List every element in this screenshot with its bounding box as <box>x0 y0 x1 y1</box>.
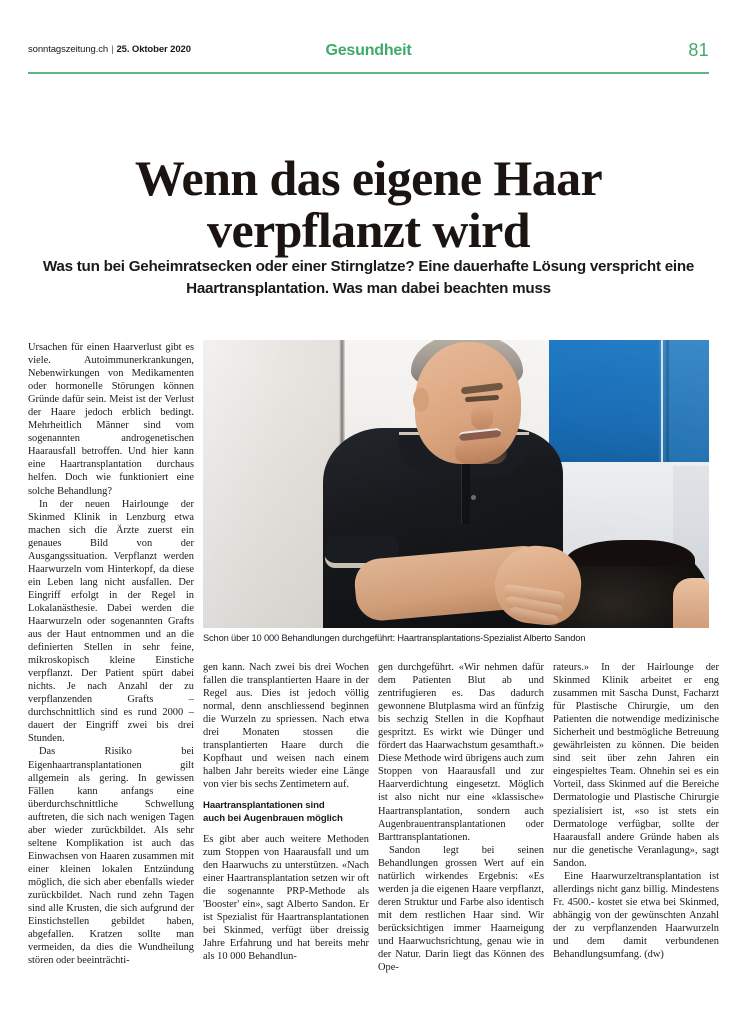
photo-caption: Schon über 10 000 Behandlungen durchgeführt: Haartransplantations-Spezialist Alberto Sandon <box>203 633 586 643</box>
section-title: Gesundheit <box>325 42 412 59</box>
paragraph: Es gibt aber auch weitere Methoden zum Stoppen von Haarausfall und um den Haarwuchs zu unterstützen. «Nach einer Haartransplantation setzen wir oft die sogenannte PRP-Methode als 'Booster' ein», sagt Alberto Sandon. Er ist Spezialist für Haartransplantationen bei Skinmed, verfügt über dreissig Jahre Erfahrung und hat bereits mehr als 10 000 Behandlun- <box>203 833 369 963</box>
publication-date: 25. Oktober 2020 <box>116 44 191 55</box>
section-subheading <box>203 800 369 825</box>
masthead <box>28 40 709 70</box>
subheading-line-2: auch bei Augenbrauen möglich <box>203 813 343 825</box>
body-column-2 <box>203 661 369 1009</box>
paragraph: rateurs.» In der Hairlounge der Skinmed Klinik arbeitet er eng zusammen mit Sascha Dunst, Facharzt für Plastische Chirurgie, um den Patienten die notwendige medizinische Sicherheit und bestmögliche Betreuung gewährleisten zu können. Die beiden sind seit über zehn Jahren ein eingespieltes Team. Ohnehin sei es ein Vorteil, dass Skinmed auf die Bereiche Dermatologie und Plastische Chirurgie spezialisiert ist, «so ist stets ein Dermatologe verfügbar, sollte der Haarausfall andere Gründe haben als nur die genetische Veranlagung», sagt Sandon. <box>553 662 719 869</box>
body-column-1 <box>28 341 194 1009</box>
publication-website: sonntagszeitung.ch <box>28 44 109 55</box>
paragraph: Das Risiko bei Eigenhaartransplantationen gilt allgemein als gering. In gewissen Fällen kann anfangs eine überdurchschnittliche Schwellung auftreten, die sich nach wenigen Tagen aber wieder zurückbildet. Als sehr seltene Komplikation ist auch das Einwachsen von Haaren zusammen mit einer kleinen lokalen Entzündung möglich, die sich aber ebenfalls wieder zurückbildet. Nach rund zehn Tagen sind alle Krusten, die sich aufgrund der Einstichstellen gebildet haben, abgefallen. Kratzen sollte man vermeiden, da dies die Wundheilung stören oder beeinträchti- <box>28 746 194 967</box>
photo-light-overlay <box>203 340 709 628</box>
headline-line-1: Wenn das eigene Haar <box>134 149 603 206</box>
paragraph: gen durchgeführt. «Wir nehmen dafür dem Patienten Blut ab und zentrifugieren es. Das dadurch gewonnene Blutplasma wird an fünfzig bis sechzig Stellen in die Kopfhaut gespritzt. Es wirkt wie Dünger und fördert das Haarwachstum gesamthaft.» Diese Methode wird übrigens auch zum Stoppen von Haarausfall und zur Haarverdichtung eingesetzt. Möglich ist also nicht nur eine «klassische» Haartransplantation, sondern auch Augenbrauentransplantationen oder Barttransplantationen. <box>378 662 544 843</box>
paragraph: Sandon legt bei seinen Behandlungen grossen Wert auf ein natürlich wirkendes Ergebnis: «Es werden ja die eigenen Haare verpflanzt, deren Struktur und Farbe also identisch mit dem restlichen Haar sind. Wir berücksichtigen immer Haarneigung und Haarwuchsrichtung, genau wie in der Natur. Darin liegt das Können des Ope- <box>378 844 544 974</box>
photo-illustration <box>203 340 709 628</box>
paragraph: Eine Haarwurzeltransplantation ist allerdings nicht ganz billig. Mindestens Fr. 4500.- kostet sie etwa bei Skinmed, abhängig von der gewünschten Anzahl der zu verpflanzenden Haarwurzeln und dem damit verbundenen Behandlungsumfang. (dw) <box>553 870 719 961</box>
article-photo <box>203 340 709 628</box>
masthead-rule <box>28 72 709 74</box>
article-headline <box>40 149 697 258</box>
page-number: 81 <box>688 40 709 60</box>
subheading-line-1: Haartransplantationen sind <box>203 800 325 812</box>
paragraph: gen kann. Nach zwei bis drei Wochen fallen die transplantierten Haare in der Regel aus. Dies ist jedoch völlig normal, denn anschliessend beginnen die Wurzeln zu spriessen. Nach etwa drei Monaten stossen die transplantierten Haare durch die Kopfhaut und weisen nach einem halben Jahr bereits wieder eine Länge von vier bis sechs Zentimetern auf. <box>203 662 369 791</box>
body-column-3 <box>378 661 544 1009</box>
article-lead: Was tun bei Geheimratsecken oder einer Stirnglatze? Eine dauerhafte Lösung verspricht eine Haartransplantation. Was man dabei beachten muss <box>42 258 695 297</box>
paragraph: Ursachen für einen Haarverlust gibt es viele. Autoimmunerkrankungen, Nebenwirkungen von Medikamenten oder hormonelle Störungen können Gründe dafür sein. Meist ist der Verlust der Haare jedoch erblich bedingt. Mehrheitlich Männer sind vom sogenannten androgenetischen Haarausfall betroffen. Und hier kann eine Haartransplantation durchaus helfen. Doch wie funktioniert eine solche Behandlung? <box>28 342 194 497</box>
body-column-4 <box>553 661 719 1009</box>
masthead-separator: | <box>111 44 114 55</box>
headline-line-2: verpflanzt wird <box>207 201 530 258</box>
paragraph: In der neuen Hairlounge der Skinmed Klinik in Lenzburg etwa machen sich die Ärzte zuerst ein genaues Bild von der Ausgangssituation. Verpflanzt werden Haarwurzeln vom Hinterkopf, da diese ein Leben lang nicht ausfallen. Der Eingriff erfolgt in der Regel in Lokalanästhesie. Dabei werden die Haarwurzeln oder sogenannten Grafts aus der Haut entnommen und an die definierten Stellen in sehr feine, mikroskopisch kleine Einstiche verpflanzt. Der Patient spürt dabei nichts. Je nach Anzahl der zu verpflanzenden Grafts – durchschnittlich sind es rund 2000 – dauert der Eingriff zwei bis drei Stunden. <box>28 498 194 745</box>
